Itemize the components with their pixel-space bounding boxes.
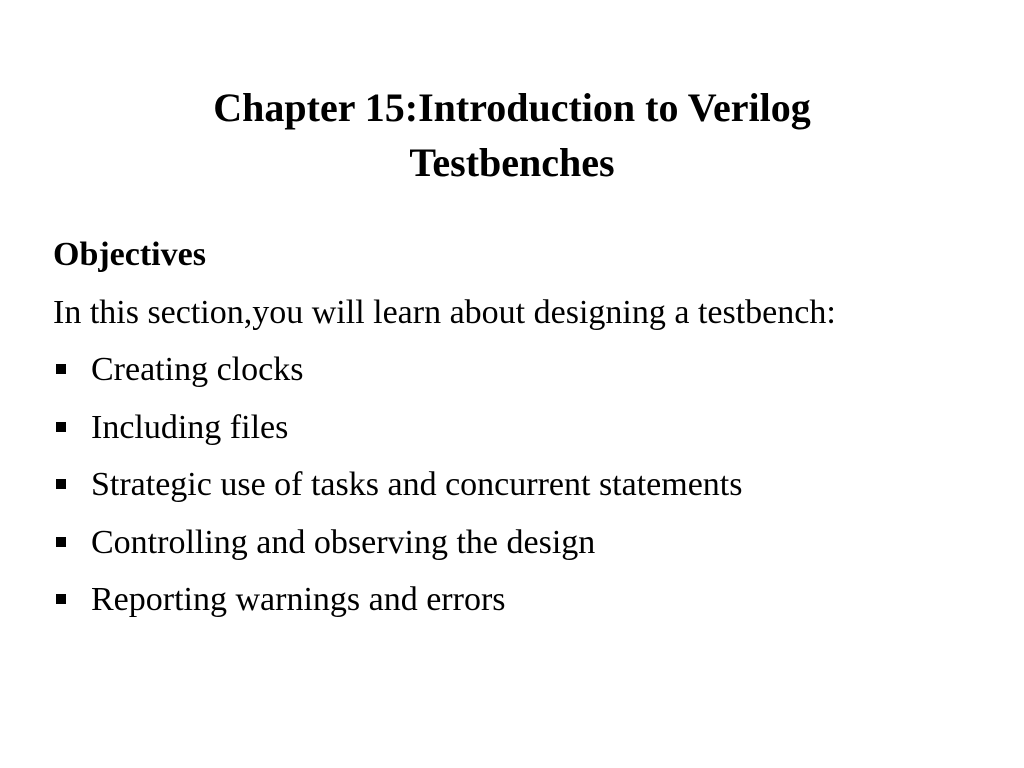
list-item: [53, 399, 993, 457]
list-item-text: Strategic use of tasks and concurrent statements: [91, 466, 743, 503]
square-bullet-icon: [56, 364, 66, 374]
list-item-text: Including files: [91, 408, 289, 446]
list-item-text: Creating clocks: [91, 351, 304, 388]
list-item: [53, 571, 993, 629]
slide-title: [0, 80, 1024, 190]
square-bullet-icon: [56, 537, 66, 547]
list-item-text: Reporting warnings and errors: [91, 581, 506, 618]
objectives-heading: Objectives: [53, 236, 206, 273]
slide-title-line-1: Chapter 15:Introduction to Verilog: [213, 85, 811, 130]
list-item: [53, 456, 993, 514]
intro-text: In this section,you will learn about designing a testbench:: [53, 293, 836, 331]
slide-body: [53, 226, 993, 629]
square-bullet-icon: [56, 479, 66, 489]
square-bullet-icon: [56, 422, 66, 432]
list-item: [53, 514, 993, 572]
objectives-list: [53, 341, 993, 629]
list-item-text: Controlling and observing the design: [91, 523, 596, 561]
square-bullet-icon: [56, 594, 66, 604]
list-item: [53, 341, 993, 399]
slide-title-line-2: Testbenches: [409, 140, 615, 185]
